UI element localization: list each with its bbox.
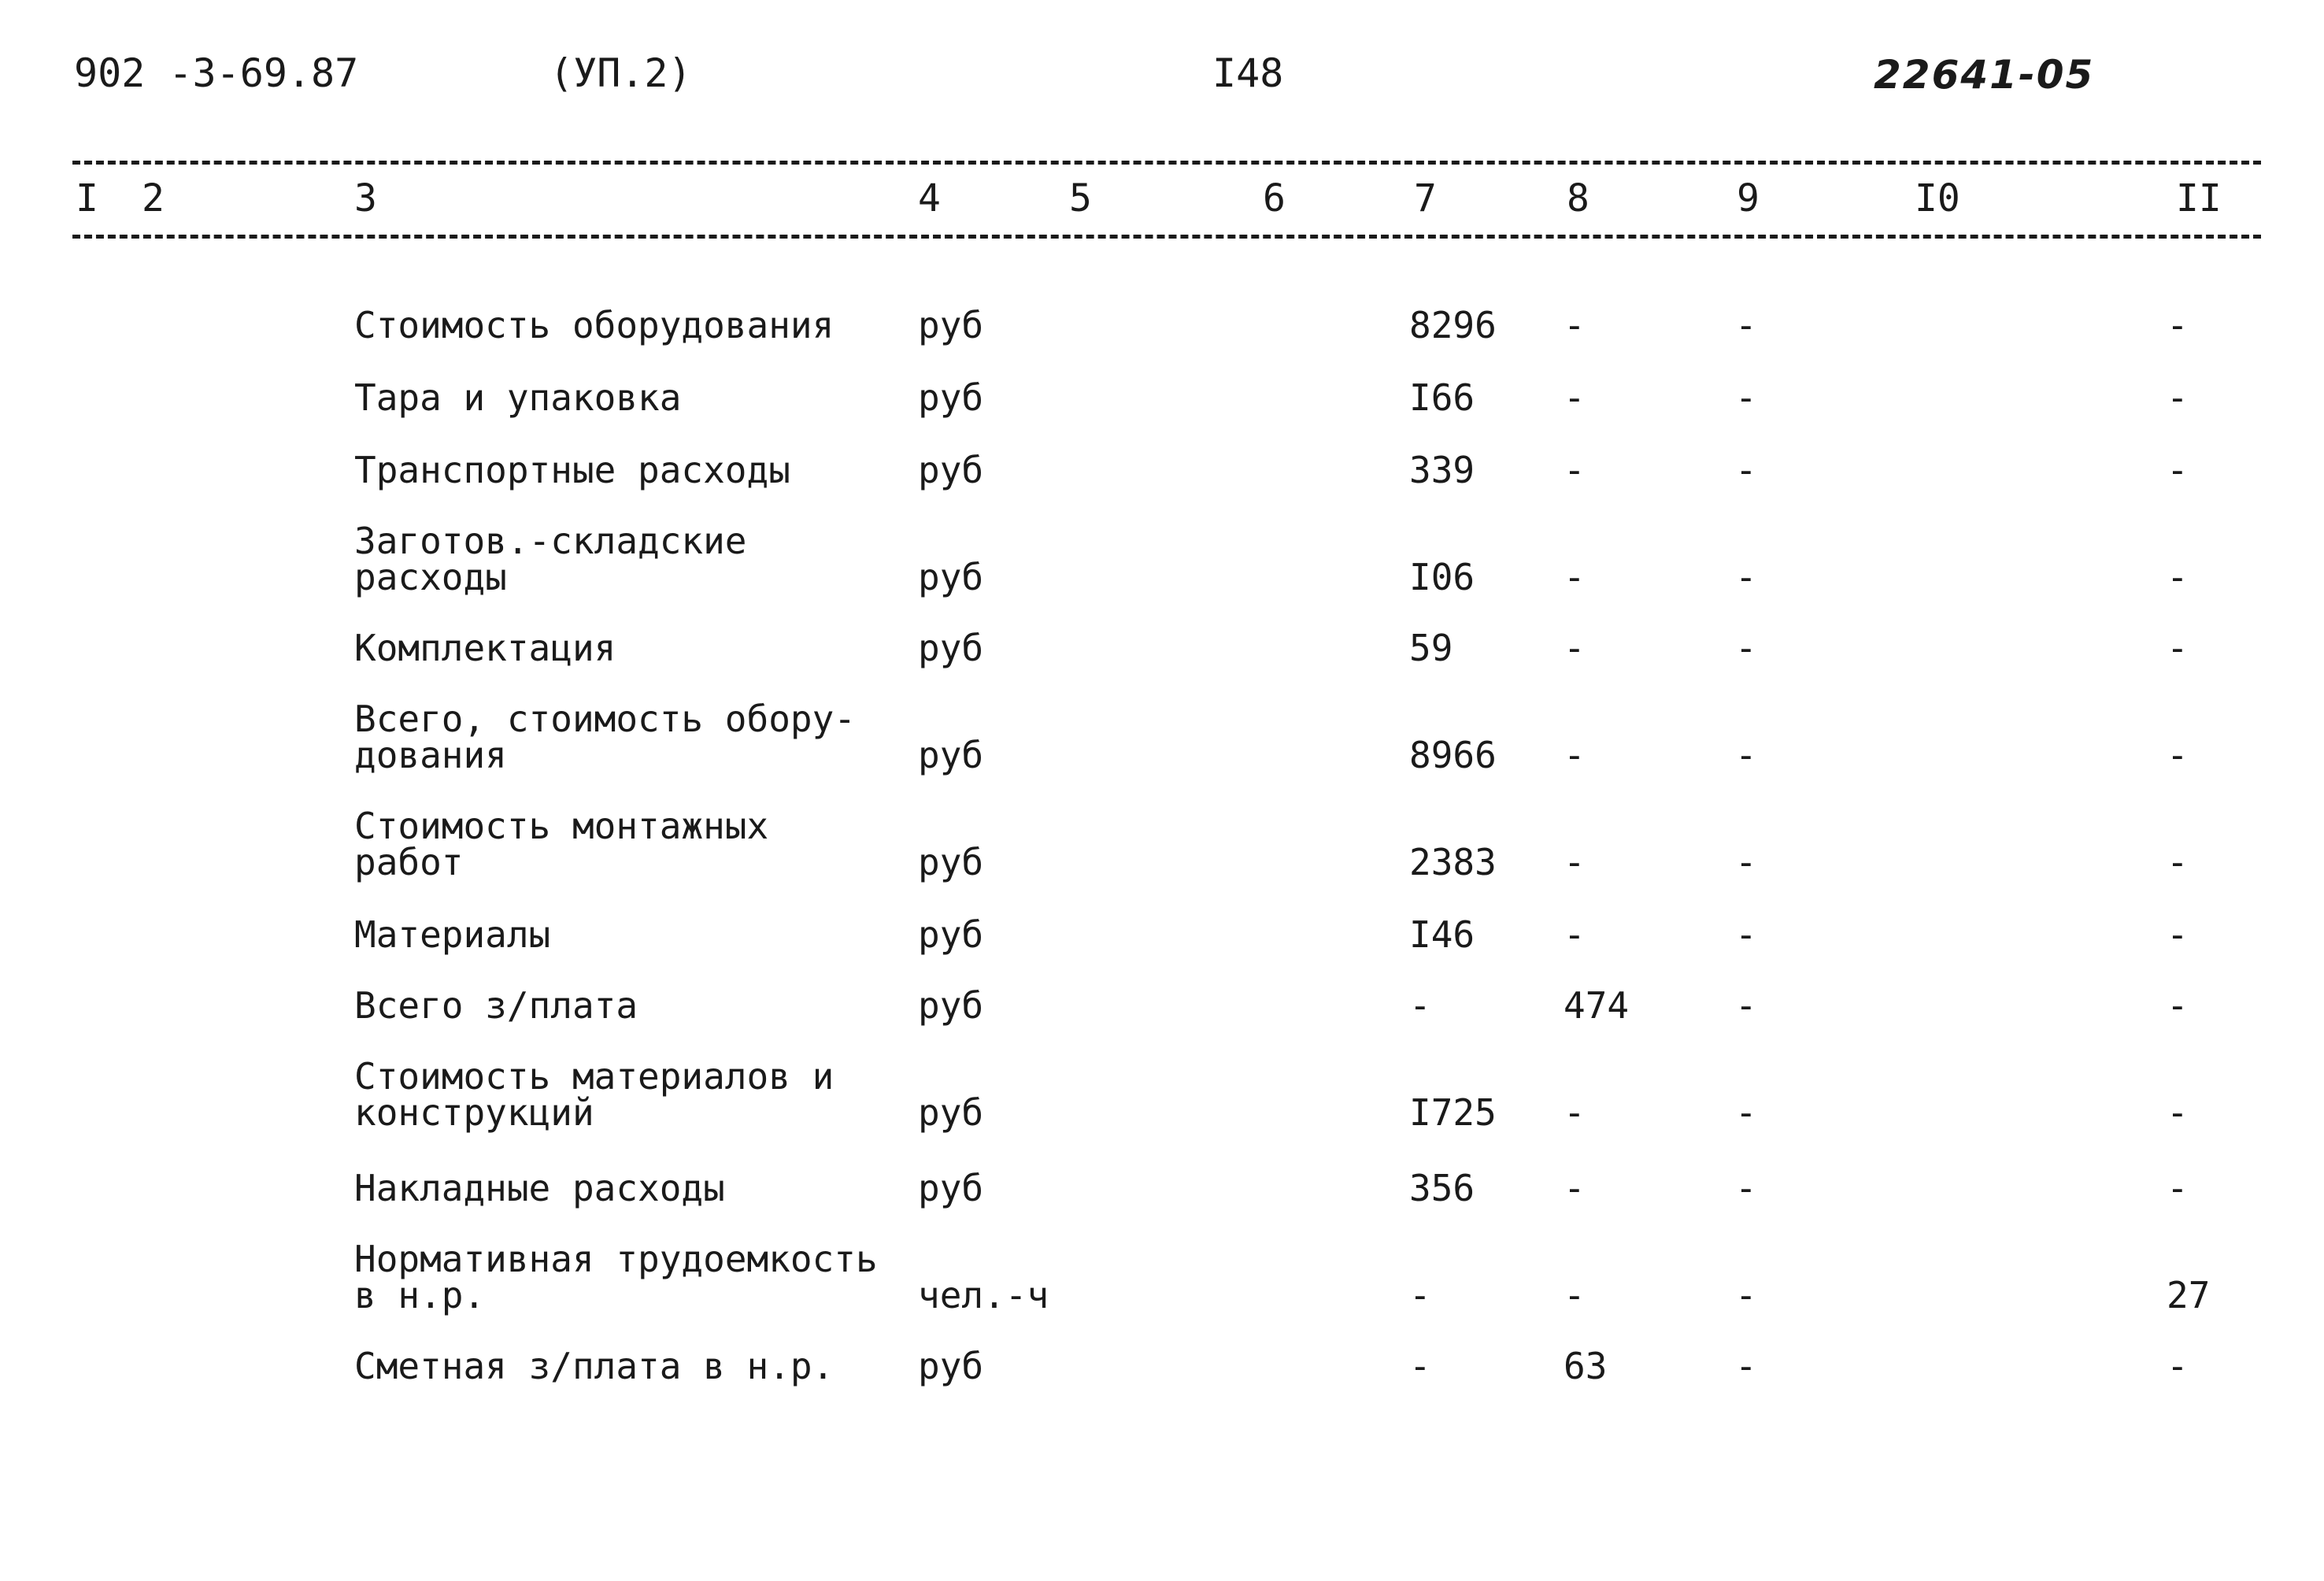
row-col8-value: 474 bbox=[1564, 984, 1630, 1027]
row-label: Транспортные расходы bbox=[354, 449, 790, 491]
row-col8-value: - bbox=[1564, 556, 1586, 598]
row-unit: руб bbox=[918, 1091, 984, 1134]
row-col8-value: - bbox=[1564, 913, 1586, 956]
sheet-label: (УП.2) bbox=[550, 50, 692, 96]
row-col9-value: - bbox=[1735, 1274, 1757, 1316]
row-col7-value: 8296 bbox=[1409, 304, 1497, 346]
header-bottom-rule bbox=[72, 235, 2261, 239]
row-col9-value: - bbox=[1735, 449, 1757, 491]
row-col11-value: - bbox=[2167, 304, 2189, 346]
row-col11-value: - bbox=[2167, 376, 2189, 419]
row-col9-value: - bbox=[1735, 1091, 1757, 1134]
row-col9-value: - bbox=[1735, 627, 1757, 669]
row-col9-value: - bbox=[1735, 304, 1757, 346]
row-col11-value: - bbox=[2167, 734, 2189, 776]
row-col8-value: - bbox=[1564, 1091, 1586, 1134]
row-col8-value: - bbox=[1564, 1274, 1586, 1316]
column-number-10: I0 bbox=[1915, 176, 1960, 220]
row-unit: руб bbox=[918, 449, 984, 491]
row-col11-value: - bbox=[2167, 913, 2189, 956]
row-col7-value: I06 bbox=[1409, 556, 1475, 598]
row-label: Заготов.-складские расходы bbox=[354, 520, 747, 598]
row-unit: руб bbox=[918, 556, 984, 598]
row-label: Стоимость монтажных работ bbox=[354, 805, 769, 883]
page-number: I48 bbox=[1212, 50, 1284, 96]
row-label: Комплектация bbox=[354, 627, 616, 669]
row-col9-value: - bbox=[1735, 556, 1757, 598]
row-col7-value: 59 bbox=[1409, 627, 1453, 669]
row-col8-value: - bbox=[1564, 734, 1586, 776]
row-unit: руб bbox=[918, 376, 984, 419]
row-unit: руб bbox=[918, 913, 984, 956]
row-label: Материалы bbox=[354, 913, 551, 956]
row-unit: руб bbox=[918, 304, 984, 346]
row-col7-value: I46 bbox=[1409, 913, 1475, 956]
row-col11-value: 27 bbox=[2167, 1274, 2211, 1316]
column-number-1: I bbox=[76, 176, 98, 220]
column-number-2: 2 bbox=[142, 176, 165, 220]
row-col9-value: - bbox=[1735, 734, 1757, 776]
row-col9-value: - bbox=[1735, 1345, 1757, 1387]
row-unit: чел.-ч bbox=[918, 1274, 1049, 1316]
row-col9-value: - bbox=[1735, 841, 1757, 883]
row-unit: руб bbox=[918, 984, 984, 1027]
row-col11-value: - bbox=[2167, 556, 2189, 598]
row-col7-value: - bbox=[1409, 984, 1431, 1027]
row-label: Всего з/плата bbox=[354, 984, 638, 1027]
row-col11-value: - bbox=[2167, 449, 2189, 491]
row-col8-value: - bbox=[1564, 304, 1586, 346]
row-col11-value: - bbox=[2167, 1345, 2189, 1387]
row-col8-value: - bbox=[1564, 376, 1586, 419]
row-col9-value: - bbox=[1735, 913, 1757, 956]
row-col11-value: - bbox=[2167, 984, 2189, 1027]
row-unit: руб bbox=[918, 1167, 984, 1209]
header-top-rule bbox=[72, 161, 2261, 165]
row-col7-value: - bbox=[1409, 1345, 1431, 1387]
row-col11-value: - bbox=[2167, 841, 2189, 883]
row-label: Сметная з/плата в н.р. bbox=[354, 1345, 834, 1387]
row-col8-value: - bbox=[1564, 627, 1586, 669]
column-number-8: 8 bbox=[1567, 176, 1589, 220]
row-col9-value: - bbox=[1735, 376, 1757, 419]
row-col7-value: 339 bbox=[1409, 449, 1475, 491]
column-number-11: II bbox=[2176, 176, 2222, 220]
column-number-6: 6 bbox=[1263, 176, 1286, 220]
row-label: Стоимость материалов и конструкций bbox=[354, 1055, 834, 1134]
column-number-5: 5 bbox=[1069, 176, 1092, 220]
row-col7-value: 8966 bbox=[1409, 734, 1497, 776]
row-label: Нормативная трудоемкость в н.р. bbox=[354, 1238, 878, 1316]
row-col7-value: - bbox=[1409, 1274, 1431, 1316]
column-number-4: 4 bbox=[918, 176, 941, 220]
row-col11-value: - bbox=[2167, 627, 2189, 669]
row-col7-value: I66 bbox=[1409, 376, 1475, 419]
document-code: 902 -3-69.87 bbox=[74, 50, 359, 96]
row-label: Накладные расходы bbox=[354, 1167, 725, 1209]
row-col7-value: 356 bbox=[1409, 1167, 1475, 1209]
row-label: Всего, стоимость обору- дования bbox=[354, 698, 856, 776]
row-col9-value: - bbox=[1735, 984, 1757, 1027]
row-col7-value: 2383 bbox=[1409, 841, 1497, 883]
row-col11-value: - bbox=[2167, 1167, 2189, 1209]
row-col11-value: - bbox=[2167, 1091, 2189, 1134]
row-unit: руб bbox=[918, 1345, 984, 1387]
row-col8-value: - bbox=[1564, 841, 1586, 883]
row-col8-value: - bbox=[1564, 1167, 1586, 1209]
row-col8-value: - bbox=[1564, 449, 1586, 491]
row-unit: руб bbox=[918, 627, 984, 669]
column-number-9: 9 bbox=[1737, 176, 1760, 220]
column-number-7: 7 bbox=[1414, 176, 1437, 220]
row-col8-value: 63 bbox=[1564, 1345, 1608, 1387]
row-col9-value: - bbox=[1735, 1167, 1757, 1209]
handwritten-stamp-number: 22641-05 bbox=[1874, 52, 2095, 98]
row-col7-value: I725 bbox=[1409, 1091, 1497, 1134]
row-unit: руб bbox=[918, 841, 984, 883]
row-unit: руб bbox=[918, 734, 984, 776]
row-label: Тара и упаковка bbox=[354, 376, 682, 419]
column-number-3: 3 bbox=[354, 176, 377, 220]
row-label: Стоимость оборудования bbox=[354, 304, 834, 346]
